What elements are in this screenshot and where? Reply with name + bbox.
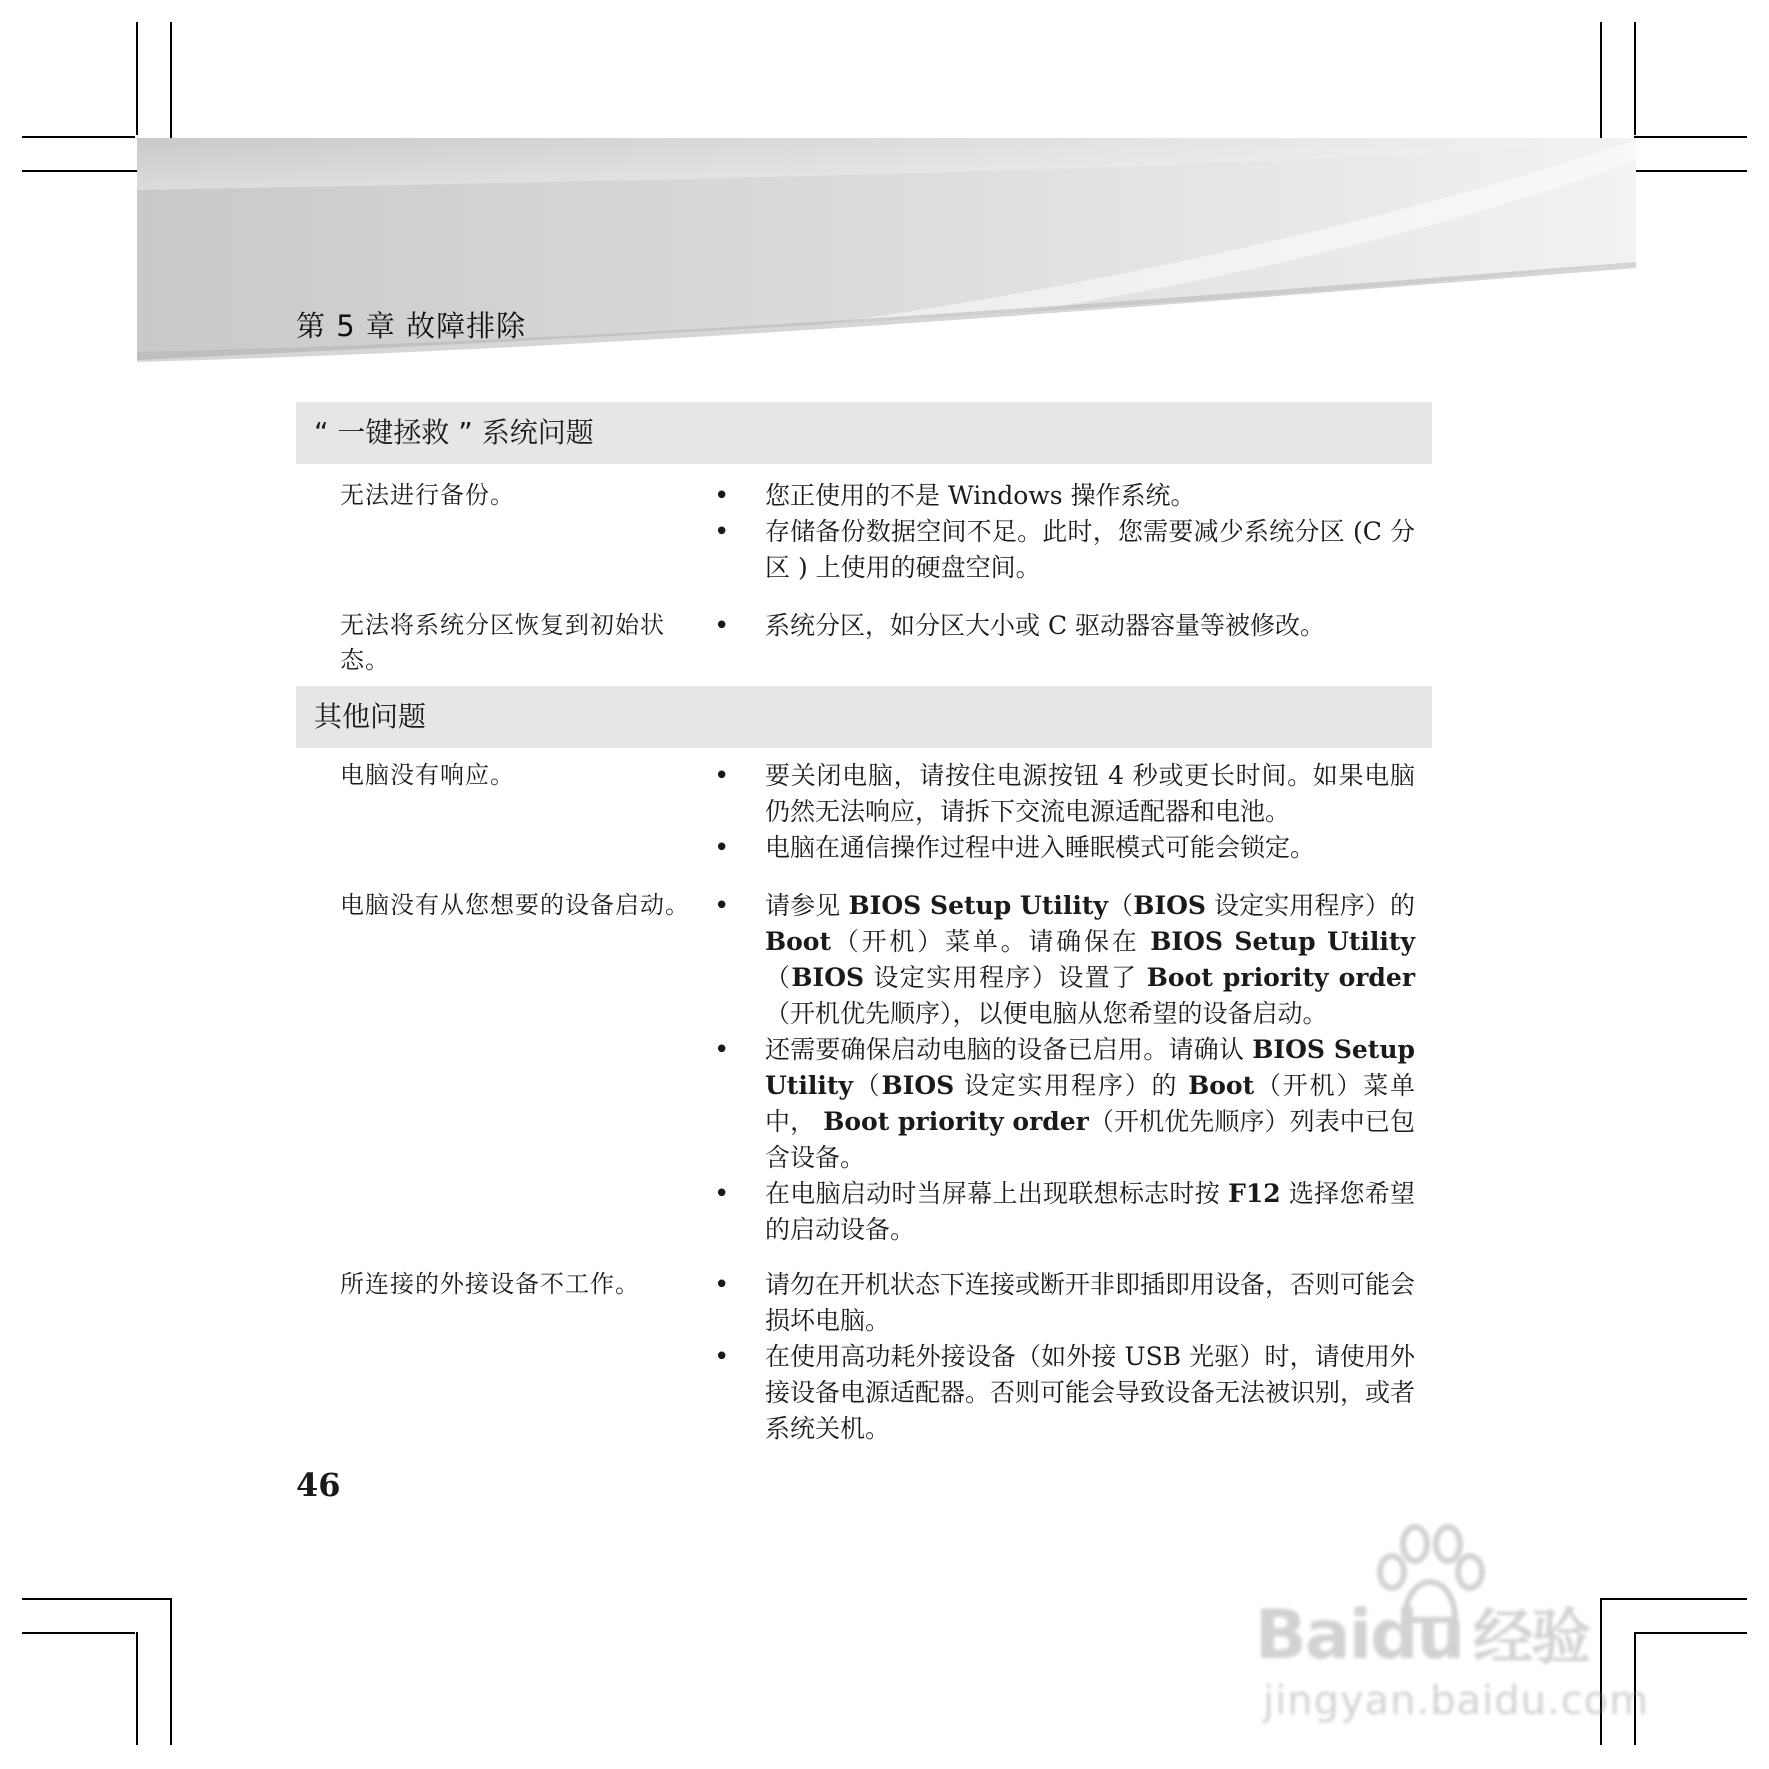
crop-mark (22, 1598, 170, 1600)
problem-text: 所连接的外接设备不工作。 (340, 1270, 640, 1298)
problem-text: 无法进行备份。 (340, 481, 515, 509)
page-number: 46 (296, 1466, 341, 1504)
solution-list (700, 888, 1415, 1248)
solution-item: • 存储备份数据空间不足。此时，您需要减少系统分区 (C 分区 ) 上使用的硬盘空间。 (700, 514, 1415, 586)
problem-text: 电脑没有从您想要的设备启动。 (340, 891, 690, 919)
solution-item: • 请参见 BIOS Setup Utility（BIOS 设定实用程序）的 Boot（开机）菜单。请确保在 BIOS Setup Utility（BIOS 设定实用程序）设置了 Boot priority order（开机优先顺序），以便电脑从您希望的设备启动。 (700, 888, 1415, 1032)
solution-item: • 在使用高功耗外接设备（如外接 USB 光驱）时，请使用外接设备电源适配器。否则可能会导致设备无法被识别，或者系统关机。 (700, 1339, 1415, 1447)
solution-list (700, 1267, 1415, 1447)
section-header: 其他问题 (296, 686, 1432, 748)
crop-mark (136, 1632, 138, 1745)
problem-text: 电脑没有响应。 (340, 761, 515, 789)
solution-item: • 还需要确保启动电脑的设备已启用。请确认 BIOS Setup Utility（BIOS 设定实用程序）的 Boot（开机）菜单中， Boot priority order（开机优先顺序）列表中已包含设备。 (700, 1032, 1415, 1176)
solution-list (700, 608, 1415, 644)
watermark-url: jingyan.baidu.com (1263, 1678, 1650, 1724)
chapter-title: 第 5 章 故障排除 (296, 309, 527, 343)
crop-mark (22, 1632, 135, 1634)
solution-item: • 要关闭电脑，请按住电源按钮 4 秒或更长时间。如果电脑仍然无法响应，请拆下交流电源适配器和电池。 (700, 758, 1415, 830)
problem-text: 无法将系统分区恢复到初始状态。 (340, 611, 665, 674)
crop-mark (170, 1598, 172, 1745)
header-banner (0, 0, 1769, 380)
watermark-brand: Baidu 经验 (1255, 1596, 1590, 1675)
solution-item: • 电脑在通信操作过程中进入睡眠模式可能会锁定。 (700, 830, 1415, 866)
solution-item: • 在电脑启动时当屏幕上出现联想标志时按 F12 选择您希望的启动设备。 (700, 1176, 1415, 1248)
solution-list (700, 758, 1415, 866)
solution-item: • 您正使用的不是 Windows 操作系统。 (700, 478, 1415, 514)
section-header: “ 一键拯救 ” 系统问题 (296, 402, 1432, 464)
solution-item: • 系统分区，如分区大小或 C 驱动器容量等被修改。 (700, 608, 1415, 644)
solution-item: • 请勿在开机状态下连接或断开非即插即用设备，否则可能会损坏电脑。 (700, 1267, 1415, 1339)
solution-list (700, 478, 1415, 586)
baidu-watermark (1255, 1520, 1655, 1740)
